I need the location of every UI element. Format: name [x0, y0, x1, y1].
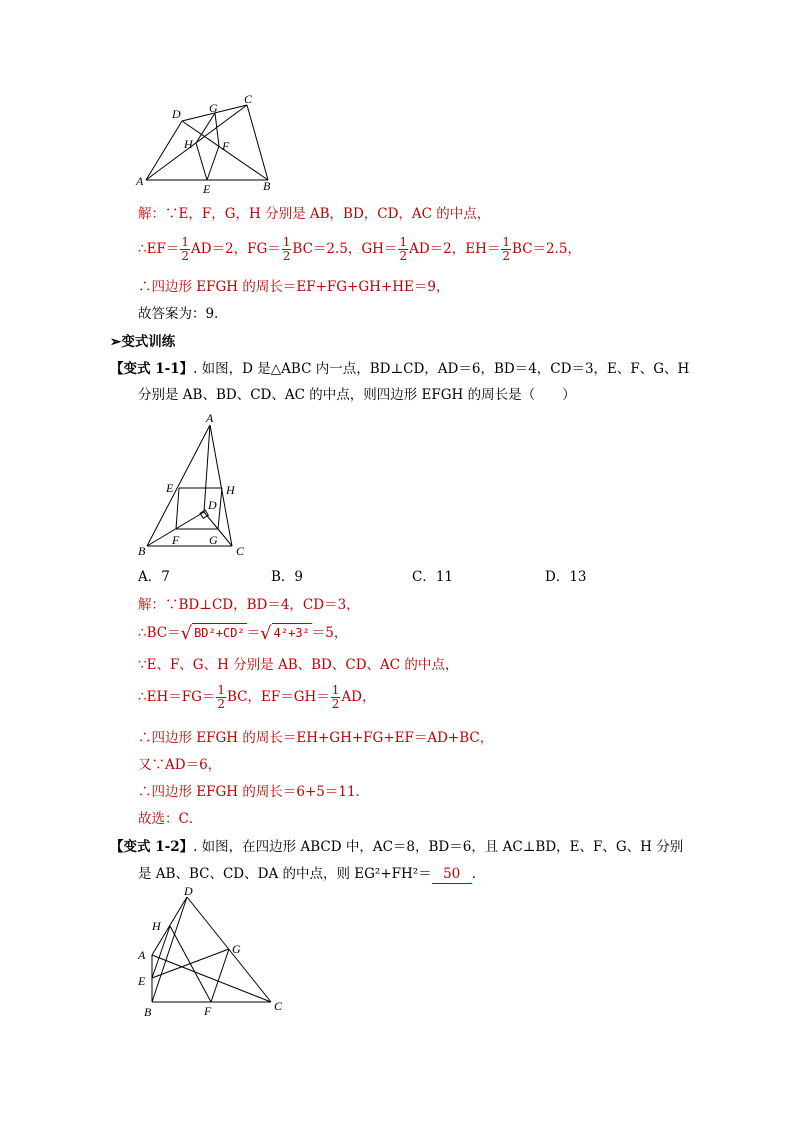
fig1-label-H: H — [184, 137, 193, 151]
fig2-label-C: C — [236, 544, 245, 558]
fraction-half: $\frac{1}{2}$ — [502, 235, 511, 263]
sol2-line8: 故选：C． — [138, 811, 203, 827]
answer-blank: 50 — [432, 865, 472, 884]
arrow-marker-icon: ➢ — [110, 334, 122, 350]
option-b[interactable]: B．9 — [271, 569, 304, 585]
fraction-half: $\frac{1}{2}$ — [181, 235, 189, 263]
sol2-line3: ∵E、F、G、H 分别是 AB、BD、CD、AC 的中点， — [138, 657, 459, 673]
fig2-label-H: H — [226, 483, 235, 497]
section-title: 变式训练 — [121, 334, 176, 350]
sol1-line1: 解：∵E，F，G，H 分别是 AB，BD，CD，AC 的中点， — [138, 206, 491, 222]
fig2-label-B: B — [138, 544, 146, 558]
v11-options — [138, 568, 638, 586]
option-c[interactable]: C．11 — [412, 569, 454, 585]
option-d[interactable]: D．13 — [545, 569, 587, 585]
fig3-label-D: D — [184, 885, 193, 898]
figure-quadrilateral-abcd — [130, 885, 295, 1025]
sol2-line6: 又∵AD＝6， — [138, 757, 222, 773]
fig1-label-C: C — [244, 92, 253, 106]
fraction-half: $\frac{1}{2}$ — [399, 235, 408, 263]
v12-line1: 【变式 1-2】. 如图，在四边形 ABCD 中，AC＝8，BD＝6，且 AC⊥BD，E、F、G、H 分别 — [110, 839, 684, 855]
fig3-label-A: A — [138, 948, 146, 962]
fig1-label-F: F — [222, 139, 230, 153]
fig1-label-A: A — [136, 174, 144, 188]
fig3-label-H: H — [152, 919, 161, 933]
fig2-label-A: A — [206, 411, 214, 425]
fig1-label-D: D — [172, 107, 181, 121]
sqrt-expression: BD²+CD² — [192, 623, 247, 642]
fig3-label-B: B — [144, 1005, 152, 1019]
v11-head: 【变式 1-1】 — [110, 361, 194, 377]
fig2-label-D: D — [208, 498, 217, 512]
sol2-line1: 解：∵BD⊥CD，BD＝4，CD＝3， — [138, 597, 360, 613]
sol1-line2: ∴EF＝ $\frac{1}{2}$ AD＝2，FG＝ $\frac{1}{2}$ BC＝2.5，GH＝ $\frac{1}{2}$ AD＝2，EH＝ $\frac{1}{2}$ BC＝2.5， — [138, 235, 582, 263]
fig3-label-E: E — [138, 974, 146, 988]
section-heading — [110, 333, 175, 351]
sol1-line4: 故答案为：9． — [138, 306, 228, 322]
fig1-label-B: B — [263, 179, 271, 193]
figure-quadrilateral-efgh — [130, 92, 290, 202]
fraction-half: $\frac{1}{2}$ — [217, 683, 226, 711]
figure-triangle-abc — [130, 408, 260, 568]
fraction-half: $\frac{1}{2}$ — [331, 683, 340, 711]
sol2-line2: ∴BC＝√ BD²+CD² ＝√ 4²+3² ＝5， — [138, 623, 348, 644]
sol2-line5: ∴四边形 EFGH 的周长＝EH+GH+FG+EF＝AD+BC， — [138, 730, 494, 746]
sol2-line7: ∴四边形 EFGH 的周长＝6+5＝11． — [138, 784, 370, 800]
v12-line2: 是 AB、BC、CD、DA 的中点，则 EG²+FH²＝ 50 ． — [138, 866, 486, 882]
fig2-label-E: E — [166, 481, 174, 495]
fig1-label-G: G — [209, 101, 218, 115]
sqrt-expression: 4²+3² — [272, 623, 312, 642]
option-a[interactable]: A．7 — [138, 569, 170, 585]
v11-line2: 分别是 AB、BD、CD、AC 的中点，则四边形 EFGH 的周长是（ ） — [138, 387, 576, 403]
sol2-line4: ∴EH＝FG＝ $\frac{1}{2}$ BC，EF＝GH＝ $\frac{1}{2}$ AD， — [138, 683, 376, 711]
fig3-label-C: C — [274, 999, 283, 1013]
fig2-label-G: G — [209, 533, 218, 547]
sol1-line3: ∴四边形 EFGH 的周长＝EF+FG+GH+HE＝9， — [138, 279, 450, 295]
fraction-half: $\frac{1}{2}$ — [282, 235, 291, 263]
fig3-label-F: F — [204, 1004, 212, 1018]
fig3-label-G: G — [232, 942, 241, 956]
fig2-label-F: F — [172, 533, 180, 547]
v12-head: 【变式 1-2】 — [110, 839, 194, 855]
fig1-label-E: E — [203, 182, 211, 196]
v11-line1: 【变式 1-1】. 如图，D 是△ABC 内一点，BD⊥CD，AD＝6，BD＝4，CD＝3，E、F、G、H — [110, 361, 690, 377]
